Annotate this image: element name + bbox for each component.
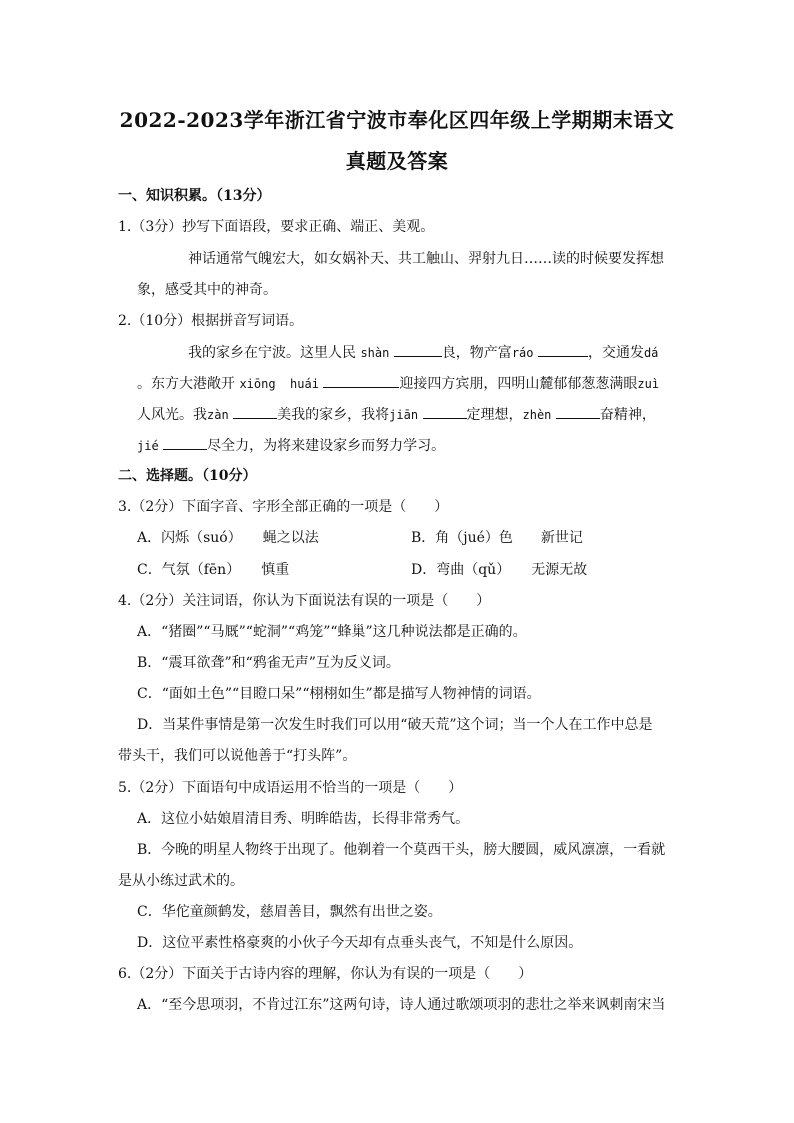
pinyin-jie: jié (137, 439, 159, 453)
answer-blank-zhen[interactable] (556, 404, 600, 419)
q5-option-b-line1: B．今晚的明星人物终于出现了。他剃着一个莫西干头，膀大腰圆，威风凛凛，一看就 (137, 842, 666, 858)
q2-line3-text-c: 定理想， (466, 407, 523, 423)
q6-option-a: A．“至今思项羽，不肯过江东”这两句诗，诗人通过歌颂项羽的悲壮之举来讽刺南宋当 (137, 997, 666, 1013)
q1-passage-line1: 神话通常气魄宏大，如女娲补天、共工触山、羿射九日……读的时候要发挥想 (188, 251, 664, 267)
q2-line1-text-c: ，交通发 (587, 345, 644, 361)
q2-stem: 2.（10分）根据拼音写词语。 (118, 313, 304, 329)
q2-line2-text-a: 。东方大港敞开 (137, 376, 235, 392)
pinyin-xionghuai: xiōng huái (239, 377, 319, 391)
answer-blank-jie[interactable] (163, 435, 207, 450)
q2-line3 (137, 404, 656, 425)
q2-line1-text-a: 我的家乡在宁波。这里人民 (188, 345, 356, 361)
q4-option-b: B．“震耳欲聋”和“鸦雀无声”互为反义词。 (137, 655, 400, 671)
q2-line2 (137, 373, 659, 394)
q4-stem: 4.（2分）关注词语，你认为下面说法有误的一项是（ ） (118, 593, 491, 609)
answer-blank-xionghuai[interactable] (323, 373, 399, 388)
document-title-line2: 真题及答案 (345, 149, 449, 173)
q1-stem: 1.（3分）抄写下面语段，要求正确、端正、美观。 (118, 219, 435, 235)
q5-stem: 5.（2分）下面语句中成语运用不恰当的一项是（ ） (118, 780, 463, 796)
q2-line1-text-b: 良，物产富 (441, 345, 512, 361)
q3-option-b: B．角（jué）色 新世记 (411, 530, 583, 546)
q3-option-c: C．气氛（fēn） 慎重 (137, 562, 290, 578)
q5-option-d: D．这位平素性格豪爽的小伙子今天却有点垂头丧气，不知是什么原因。 (137, 935, 583, 951)
q2-line2-text-b: 迎接四方宾朋，四明山麓郁郁葱葱满眼 (399, 376, 638, 392)
pinyin-shan: shàn (360, 346, 390, 360)
q4-option-a: A．“猪圈”“马厩”“蛇洞”“鸡笼”“蜂巢”这几种说法都是正确的。 (137, 624, 527, 640)
section-heading-knowledge: 一、知识积累。（13分） (118, 188, 271, 204)
q4-option-d-line2: 带头干，我们可以说他善于“打头阵”。 (118, 748, 357, 764)
pinyin-zan: zàn (207, 408, 229, 422)
q2-line3-text-a: 人风光。我 (137, 407, 207, 423)
q6-stem: 6.（2分）下面关于古诗内容的理解，你认为有误的一项是（ ） (118, 966, 533, 982)
document-title-line1: 2022-2023学年浙江省宁波市奉化区四年级上学期期末语文 (119, 108, 675, 132)
q5-option-c: C．华佗童颜鹤发，慈眉善目，飘然有出世之姿。 (137, 904, 442, 920)
pinyin-jian: jiān (389, 408, 419, 422)
q4-option-d-line1: D．当某件事情是第一次发生时我们可以用“破天荒”这个词；当一个人在工作中总是 (137, 717, 653, 733)
q2-line1 (188, 342, 658, 363)
section-heading-choice: 二、选择题。（10分） (118, 468, 257, 484)
pinyin-da: dá (643, 346, 659, 360)
answer-blank-shan[interactable] (394, 342, 442, 357)
answer-blank-jian[interactable] (423, 404, 467, 419)
q5-option-b-line2: 是从小练过武术的。 (118, 873, 244, 889)
q2-line3-text-d: 奋精神， (599, 407, 656, 423)
pinyin-zhen: zhèn (522, 408, 552, 422)
q4-option-c: C．“面如土色”“目瞪口呆”“栩栩如生”都是描写人物神情的词语。 (137, 686, 541, 702)
pinyin-rao: ráo (511, 346, 534, 360)
q3-option-a: A．闪烁（suó） 蝇之以法 (137, 530, 319, 546)
pinyin-zui: zuì (637, 377, 660, 391)
answer-blank-zan[interactable] (233, 404, 277, 419)
q2-line3-text-b: 美我的家乡，我将 (277, 407, 390, 423)
q2-line4-text-a: 尽全力，为将来建设家乡而努力学习。 (207, 438, 446, 454)
q2-line4 (137, 435, 445, 456)
q5-option-a: A．这位小姑娘眉清目秀、明眸皓齿，长得非常秀气。 (137, 811, 470, 827)
q3-option-d: D．弯曲（qǔ） 无源无故 (411, 562, 588, 578)
q1-passage-line2: 象，感受其中的神奇。 (137, 282, 277, 298)
q3-stem: 3.（2分）下面字音、字形全部正确的一项是（ ） (118, 499, 449, 515)
answer-blank-rao[interactable] (538, 342, 588, 357)
